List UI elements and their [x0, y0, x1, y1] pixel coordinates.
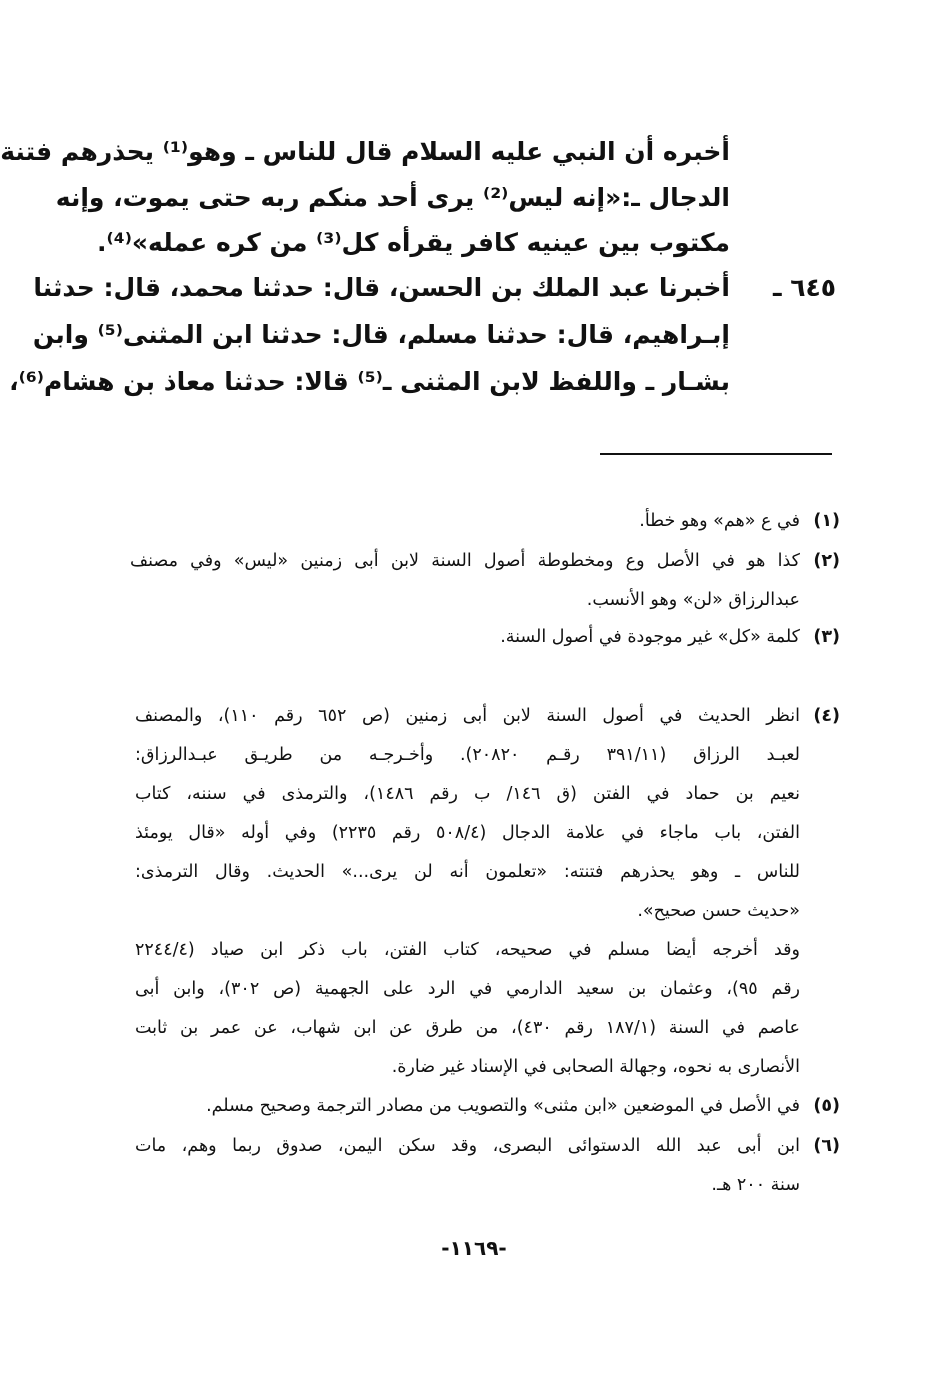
body-line-6: بشـار ـ واللفظ لابن المثنى ـ⁽⁵⁾ قالا: حدثنا معاذ بن هشام⁽⁶⁾، [9, 367, 730, 396]
footnote-number-2: (٢) [813, 551, 840, 571]
body-line-3: مكتوب بين عينيه كافر يقرأه كل⁽³⁾ من كره عمله»⁽⁴⁾. [97, 228, 730, 257]
body-line-1: أخبره أن النبي عليه السلام قال للناس ـ وهو⁽¹⁾ يحذرهم فتنة [0, 137, 730, 166]
footnote-4-line-9: عاصم في السنة (١٨٧/١ رقم ٤٣٠)، من طرق عن ابن شهاب، عن عمر بن ثابت [135, 1018, 801, 1038]
footnote-2-line-1: كذا هو في الأصل وع ومخطوطة أصول السنة لابن أبى زمنين «ليس» وفي مصنف [130, 551, 800, 571]
footnote-4-line-3: نعيم بن حماد في الفتن (ق ١٤٦/ ب رقم ١٤٨٦)، والترمذى في سننه، كتاب [135, 784, 800, 804]
footnote-number-1: (١) [813, 511, 840, 531]
footnote-4-line-10: الأنصارى به نحوه، وجهالة الصحابى في الإسناد غير ضارة. [391, 1057, 800, 1077]
footnote-number-3: (٣) [813, 627, 840, 647]
footnote-4-line-2: لعبـد الرزاق (٣٩١/١١ رقـم ٢٠٨٢٠). وأخـرجـه من طريـق عبـدالرزاق: [135, 745, 800, 765]
footnote-1-line-1: في ع «هم» وهو خطأ. [639, 511, 800, 531]
footnote-4-line-7: وقد أخرجه أيضا مسلم في صحيحه، كتاب الفتن، باب ذكر ابن صياد (٢٢٤٤/٤ [135, 940, 800, 960]
footnote-number-4: (٤) [813, 706, 840, 726]
body-line-2: الدجال ـ:«إنه ليس⁽²⁾ يرى أحد منكم ربه حتى يموت، وإنه [55, 183, 730, 212]
footnote-separator [600, 453, 832, 455]
footnote-number-5: (٥) [813, 1096, 840, 1116]
footnote-number-6: (٦) [813, 1136, 840, 1156]
footnote-6-line-1: ابن أبى عبد الله الدستوائى البصرى، وقد سكن اليمن، صدوق ربما وهم، مات [135, 1136, 800, 1156]
footnote-3-line-1: كلمة «كل» غير موجودة في أصول السنة. [500, 627, 800, 647]
footnote-2-line-2: عبدالرزاق «لن» وهو الأنسب. [586, 590, 800, 610]
footnote-4-line-1: انظر الحديث في أصول السنة لابن أبى زمنين (ص ٦٥٢ رقم ١١٠)، والمصنف [135, 706, 800, 726]
footnote-4-line-5: للناس ـ وهو يحذرهم فتنته: «تعلمون أنه لن يرى...» الحديث. وقال الترمذى: [135, 862, 800, 882]
footnote-6-line-2: سنة ٢٠٠ هـ. [711, 1175, 800, 1195]
footnote-4-line-6: «حديث حسن صحيح». [637, 901, 800, 921]
page-number: -١١٦٩- [441, 1236, 507, 1260]
body-line-5: إبـراهيم، قال: حدثنا مسلم، قال: حدثنا ابن المثنى⁽⁵⁾ وابن [32, 320, 730, 349]
footnote-4-line-8: رقم ٩٥)، وعثمان بن سعيد الدارمي في الرد على الجهمية (ص ٣٠٢)، وابن أبى [135, 979, 801, 999]
body-line-4: أخبرنا عبد الملك بن الحسن، قال: حدثنا محمد، قال: حدثنا [33, 273, 730, 302]
paragraph-number: ٦٤٥ ـ [772, 273, 836, 302]
footnote-4-line-4: الفتن، باب ماجاء في علامة الدجال (٥٠٨/٤ رقم ٢٢٣٥) وفي أوله «قال يومئذ [135, 823, 800, 843]
footnote-5-line-1: في الأصل في الموضعين «ابن مثنى» والتصويب من مصادر الترجمة وصحيح مسلم. [206, 1096, 800, 1116]
